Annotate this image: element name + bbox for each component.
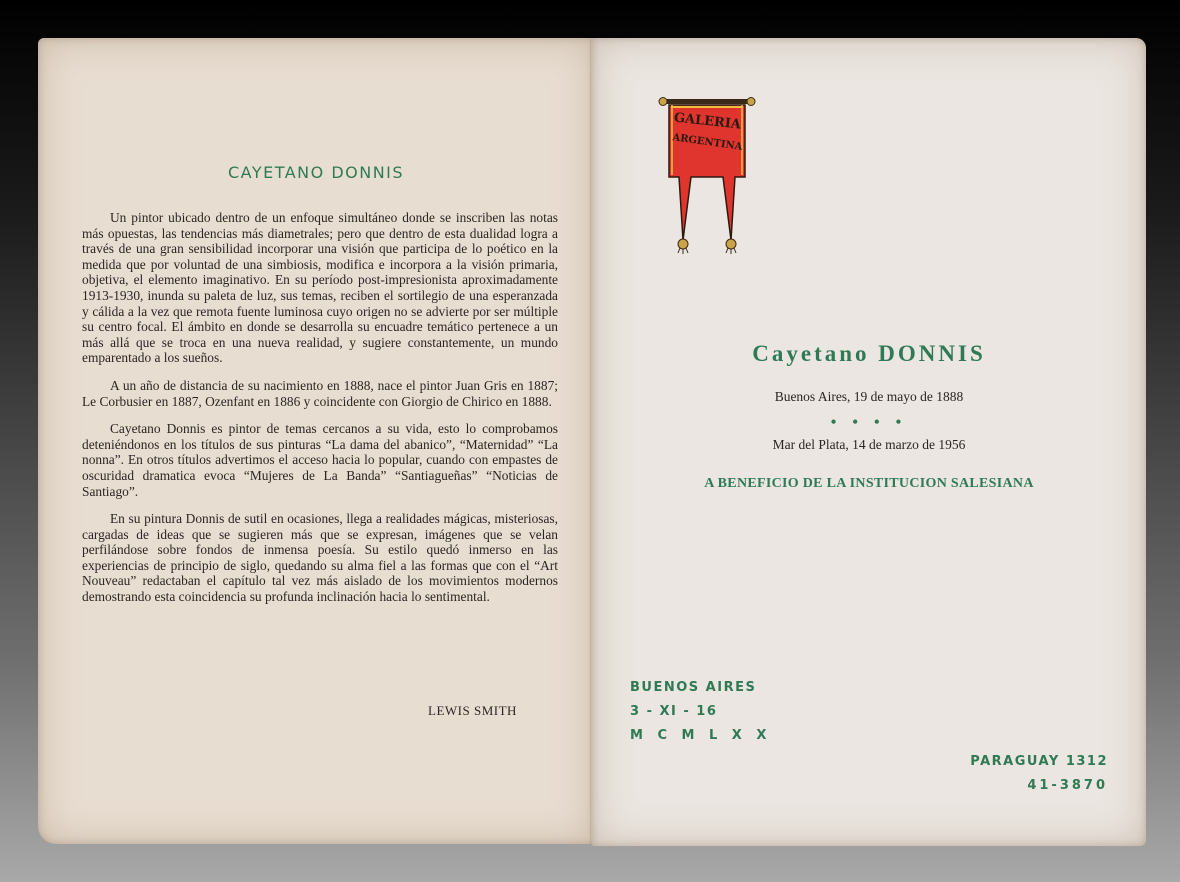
gallery-address: PARAGUAY 1312	[970, 754, 1108, 769]
city: BUENOS AIRES	[630, 680, 757, 695]
essay-body	[82, 210, 558, 617]
galeria-argentina-banner-logo	[657, 95, 757, 255]
right-page	[592, 38, 1146, 846]
essay-paragraph: Un pintor ubicado dentro de un enfoque simultáneo donde se inscriben las notas más opuestas, las tendencias más diametrales; pero que dentro de esta dualidad logra a través de una gran sensibilidad incorporar una visión que participa de lo poético en la medida que por voluntad de una simbiosis, modifica e incorpora a la visión primaria, objetiva, el elemento imaginativo. En su período post-impresionista aproximadamente 1913-1930, inunda su paleta de luz, sus temas, reciben el sortilegio de una esperanzada y cálida a la vez que remota fuente luminosa cuyo origen no se advierte por ser múltiple su centro focal. El ámbito en donde se desarrolla su encuadre temático pertenece a un más allá que se troca en una nueva realidad, y sugiere constantemente, un mundo emparentado a los sueños.	[82, 210, 558, 366]
gallery-phone: 41-3870	[1027, 778, 1108, 793]
essay-author: LEWIS SMITH	[428, 703, 517, 718]
separator-dots: • • • •	[830, 414, 908, 431]
essay-paragraph: Cayetano Donnis es pintor de temas cercanos a su vida, esto lo comprobamos deteniéndonos en los títulos de sus pinturas “La dama del abanico”, “Maternidad” “La nonna”. En otros títulos advertimos el acceso hacia lo popular, cuando con empastes de oscuridad dramatica evoca “Mujeres de La Banda” “Santiagueñas” “Noticias de Santiago”.	[82, 421, 558, 499]
exhibition-date: 3 - XI - 16	[630, 704, 718, 719]
gallery-address-block	[970, 750, 1108, 798]
artist-name: Cayetano DONNIS	[752, 341, 986, 366]
essay-paragraph: A un año de distancia de su nacimiento en 1888, nace el pintor Juan Gris en 1887; Le Corbusier en 1887, Ozenfant en 1886 y coincidente con Giorgio de Chirico en 1888.	[82, 377, 558, 409]
roman-year: M C M L X X	[630, 728, 772, 743]
left-page	[38, 38, 594, 844]
essay-paragraph: En su pintura Donnis de sutil en ocasiones, llega a realidades mágicas, misteriosas, cargadas de ideas que se sugieren más que se expresan, imágenes que se velan perfilándose sobre fondos de inmensa poesía. Su estilo quedó inmerso en las experiencias de principio de siglo, quedando su alma fiel a las formas que con el “Art Nouveau” redactaban el capítulo tal vez más aislado de los movimientos modernos demostrando esta coincidencia su profunda inclinación hacia lo sentimental.	[82, 511, 558, 605]
exhibition-date-block	[630, 676, 771, 748]
birth-line: Buenos Aires, 19 de mayo de 1888	[774, 389, 964, 404]
death-line: Mar del Plata, 14 de marzo de 1956	[772, 437, 966, 452]
svg-text:GALERIA: GALERIA	[673, 110, 742, 133]
essay-title: CAYETANO DONNIS	[227, 163, 405, 182]
benefit-line: A BENEFICIO DE LA INSTITUCION SALESIANA	[704, 476, 1034, 491]
svg-text:ARGENTINA: ARGENTINA	[671, 132, 743, 153]
